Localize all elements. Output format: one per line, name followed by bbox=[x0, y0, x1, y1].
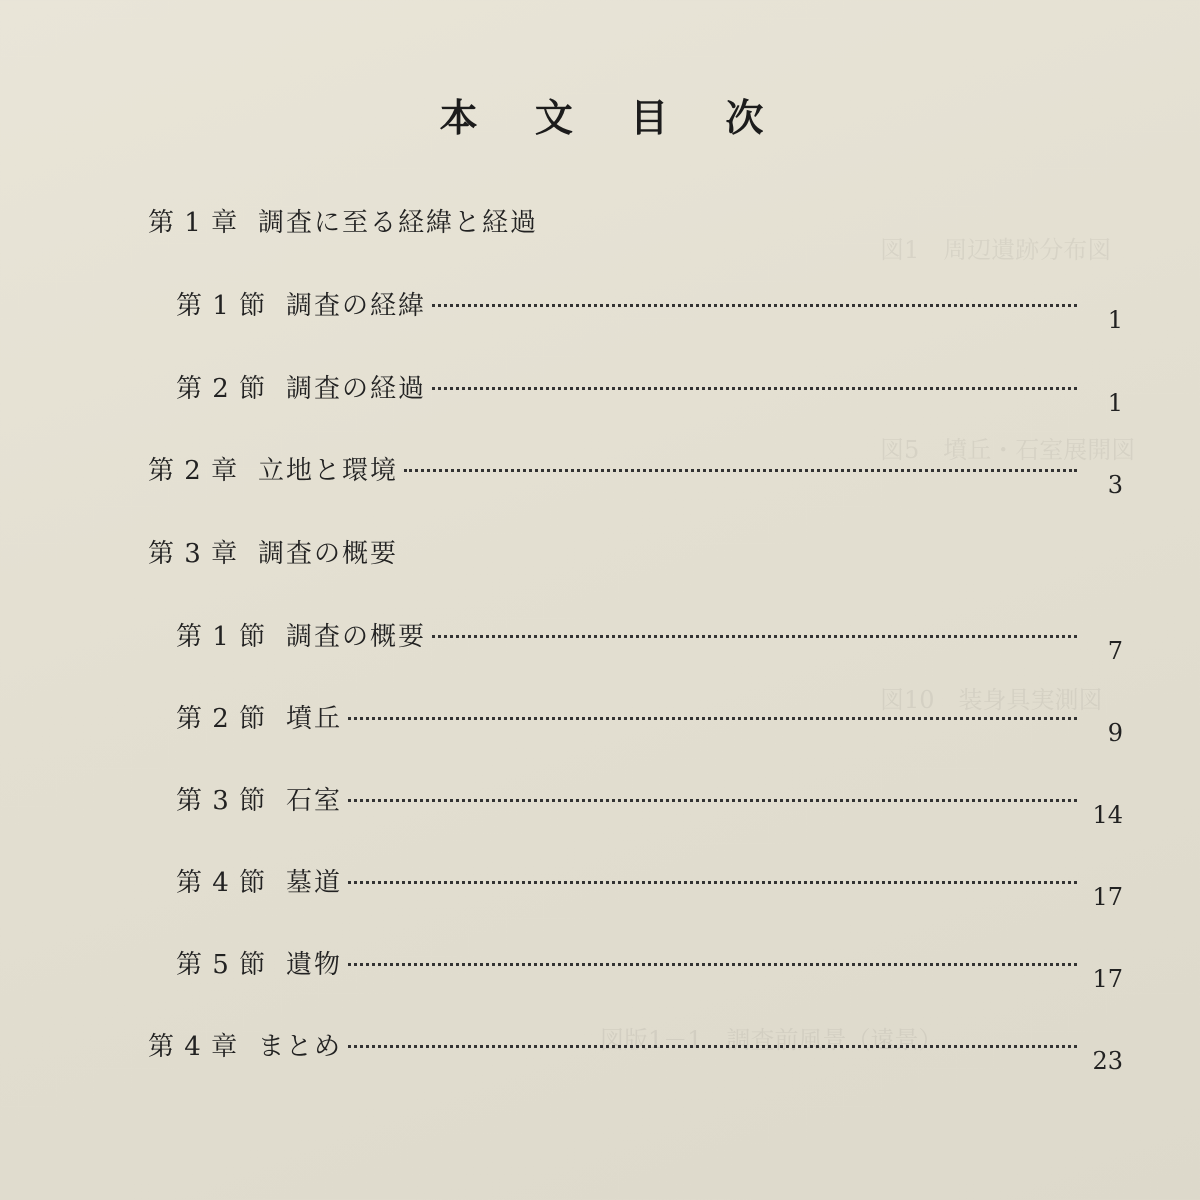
entry-title: 立地と環境 bbox=[258, 456, 399, 486]
entry-title: 調査の概要 bbox=[286, 622, 427, 652]
entry-title: 石室 bbox=[286, 786, 343, 816]
entry-number: 第 2 節 bbox=[176, 374, 267, 404]
entry-title: 遺物 bbox=[286, 950, 343, 980]
toc-section-entry bbox=[176, 368, 1123, 417]
page-number: 3 bbox=[1107, 471, 1123, 499]
entry-number: 第 5 節 bbox=[176, 950, 267, 980]
toc-section-entry bbox=[176, 616, 1123, 665]
page-number: 1 bbox=[1107, 306, 1123, 334]
entry-number: 第 1 節 bbox=[176, 622, 267, 652]
dot-leader bbox=[348, 799, 1077, 802]
dot-leader bbox=[348, 1045, 1077, 1048]
entry-number: 第 4 章 bbox=[148, 1032, 239, 1062]
page-number: 7 bbox=[1107, 637, 1123, 665]
entry-title: 調査の経過 bbox=[286, 374, 427, 404]
toc-chapter-entry bbox=[148, 533, 1123, 573]
toc-section-entry bbox=[176, 698, 1123, 747]
toc-chapter-entry bbox=[148, 202, 1123, 242]
toc-section-entry bbox=[176, 285, 1123, 334]
dot-leader bbox=[348, 963, 1077, 966]
entry-title: まとめ bbox=[258, 1032, 343, 1062]
entry-number: 第 4 節 bbox=[176, 868, 267, 898]
entry-title: 墳丘 bbox=[286, 704, 343, 734]
page-number: 14 bbox=[1092, 801, 1123, 829]
dot-leader bbox=[348, 717, 1077, 720]
show-through-text: 図5 墳丘・石室展開図 bbox=[880, 436, 1136, 464]
entry-number: 第 1 節 bbox=[176, 291, 267, 321]
entry-title: 調査の概要 bbox=[258, 539, 399, 569]
entry-number: 第 3 章 bbox=[148, 539, 239, 569]
toc-chapter-entry bbox=[148, 1026, 1123, 1075]
toc-section-entry bbox=[176, 780, 1123, 829]
entry-number: 第 2 節 bbox=[176, 704, 267, 734]
entry-title: 調査に至る経緯と経過 bbox=[258, 208, 539, 238]
toc-section-entry bbox=[176, 944, 1123, 993]
dot-leader bbox=[432, 635, 1077, 638]
page-number: 9 bbox=[1107, 719, 1123, 747]
show-through-text: 図10 装身具実測図 bbox=[880, 686, 1103, 714]
entry-title: 墓道 bbox=[286, 868, 343, 898]
dot-leader bbox=[432, 387, 1077, 390]
entry-number: 第 3 節 bbox=[176, 786, 267, 816]
show-through-text: 図1 周辺遺跡分布図 bbox=[880, 236, 1112, 264]
toc-chapter-entry bbox=[148, 450, 1123, 499]
page-number: 17 bbox=[1092, 883, 1123, 911]
toc-section-entry bbox=[176, 862, 1123, 911]
dot-leader bbox=[348, 881, 1077, 884]
entry-number: 第 2 章 bbox=[148, 456, 239, 486]
page-number: 1 bbox=[1107, 389, 1123, 417]
dot-leader bbox=[404, 469, 1077, 472]
page-number: 23 bbox=[1092, 1047, 1123, 1075]
entry-title: 調査の経緯 bbox=[286, 291, 427, 321]
page-title: 本 文 目 次 bbox=[439, 95, 786, 141]
entry-number: 第 1 章 bbox=[148, 208, 239, 238]
page-number: 17 bbox=[1092, 965, 1123, 993]
dot-leader bbox=[432, 304, 1077, 307]
show-through-text: 図版1－1 調査前風景（遠景） bbox=[600, 1026, 943, 1054]
